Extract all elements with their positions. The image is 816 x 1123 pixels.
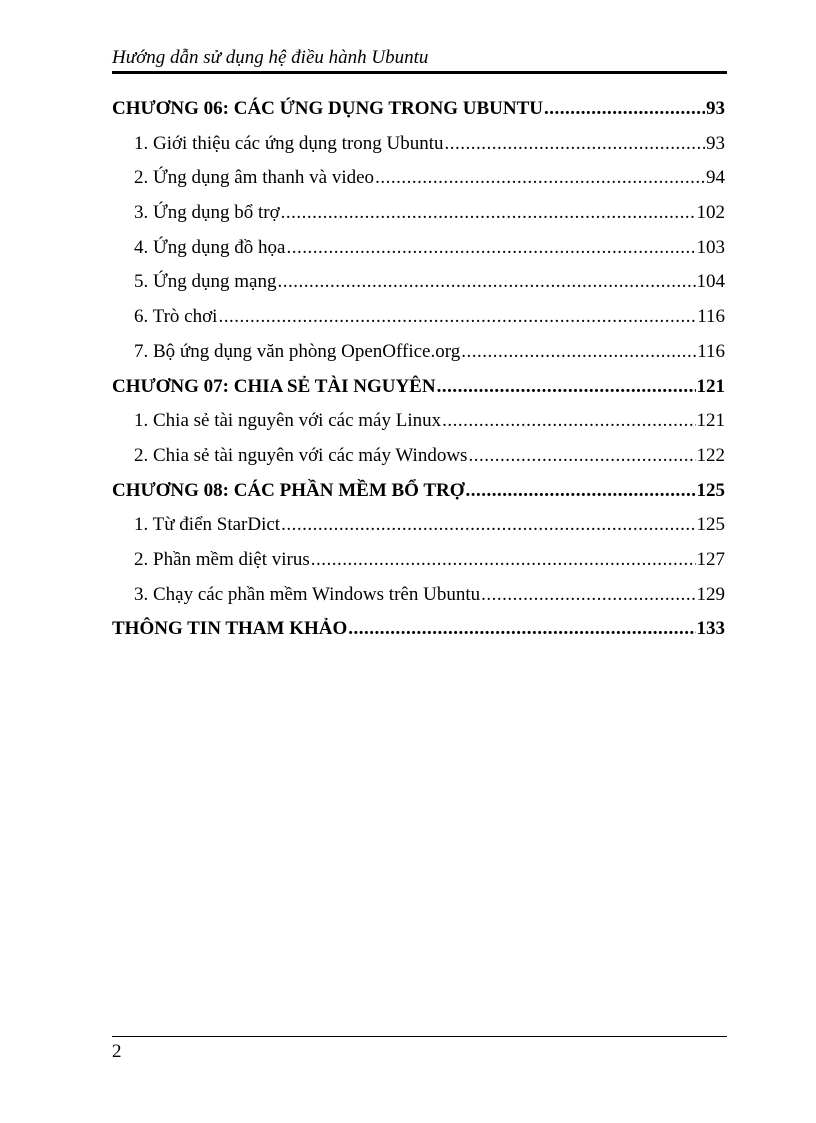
toc-dot-leader bbox=[286, 231, 695, 266]
toc-dot-leader bbox=[461, 335, 696, 370]
toc-entry-7-2[interactable] bbox=[112, 439, 725, 474]
toc-entry-label: 1. Chia sẻ tài nguyên với các máy Linux bbox=[134, 410, 442, 432]
toc-entry-6-1[interactable] bbox=[112, 127, 725, 162]
toc-entry-label: 6. Trò chơi bbox=[134, 306, 218, 328]
toc-entry-label: 4. Ứng dụng đồ họa bbox=[134, 236, 286, 258]
toc-entry-label: CHƯƠNG 08: CÁC PHẦN MỀM BỔ TRỢ bbox=[112, 479, 465, 501]
toc-dot-leader bbox=[481, 578, 695, 613]
toc-entry-page: 125 bbox=[696, 479, 725, 501]
toc-entry-8-2[interactable] bbox=[112, 543, 725, 578]
toc-entry-page: 93 bbox=[706, 98, 725, 119]
toc-entry-label: 2. Chia sẻ tài nguyên với các máy Windows bbox=[134, 444, 468, 466]
toc-entry-6-5[interactable] bbox=[112, 265, 725, 300]
toc-entry-page: 129 bbox=[696, 583, 725, 605]
toc-entry-page: 121 bbox=[696, 375, 725, 397]
toc-dot-leader bbox=[375, 161, 705, 196]
toc-dot-leader bbox=[466, 474, 696, 509]
toc-dot-leader bbox=[218, 300, 696, 335]
toc-entry-page: 133 bbox=[696, 618, 725, 640]
toc-dot-leader bbox=[437, 370, 696, 405]
toc-entry-page: 125 bbox=[696, 514, 725, 536]
toc-entry-page: 94 bbox=[706, 167, 725, 189]
toc-entry-page: 121 bbox=[696, 410, 725, 432]
toc-entry-6-7[interactable] bbox=[112, 335, 725, 370]
toc-entry-page: 122 bbox=[696, 444, 725, 466]
toc-dot-leader bbox=[468, 439, 695, 474]
toc-entry-label: CHƯƠNG 07: CHIA SẺ TÀI NGUYÊN bbox=[112, 375, 436, 397]
toc-dot-leader bbox=[445, 127, 705, 162]
toc-entry-label: 3. Ứng dụng bổ trợ bbox=[134, 202, 280, 224]
toc-entry-page: 116 bbox=[697, 340, 725, 362]
toc-entry-8-3[interactable] bbox=[112, 578, 725, 613]
table-of-contents bbox=[112, 92, 725, 647]
toc-dot-leader bbox=[544, 92, 705, 127]
toc-entry-label: 5. Ứng dụng mạng bbox=[134, 271, 277, 293]
toc-entry-page: 127 bbox=[696, 548, 725, 570]
header-rule bbox=[112, 71, 727, 74]
toc-entry-label: 7. Bộ ứng dụng văn phòng OpenOffice.org bbox=[134, 340, 461, 362]
footer-rule bbox=[112, 1036, 727, 1037]
toc-entry-page: 103 bbox=[696, 236, 725, 258]
toc-entry-label: 1. Từ điển StarDict bbox=[134, 514, 281, 536]
toc-entry-label: THÔNG TIN THAM KHẢO bbox=[112, 618, 348, 640]
toc-dot-leader bbox=[277, 265, 695, 300]
toc-entry-8-1[interactable] bbox=[112, 508, 725, 543]
toc-dot-leader bbox=[348, 612, 695, 647]
toc-entry-page: 102 bbox=[696, 202, 725, 224]
toc-dot-leader bbox=[311, 543, 696, 578]
toc-entry-chapter-07[interactable] bbox=[112, 370, 725, 405]
toc-entry-6-6[interactable] bbox=[112, 300, 725, 335]
toc-entry-label: 1. Giới thiệu các ứng dụng trong Ubuntu bbox=[134, 132, 444, 154]
toc-entry-6-3[interactable] bbox=[112, 196, 725, 231]
toc-entry-page: 116 bbox=[697, 306, 725, 328]
page-number: 2 bbox=[112, 1041, 122, 1062]
toc-entry-chapter-06[interactable] bbox=[112, 92, 725, 127]
toc-dot-leader bbox=[281, 508, 695, 543]
toc-entry-references[interactable] bbox=[112, 612, 725, 647]
toc-entry-label: 2. Ứng dụng âm thanh và video bbox=[134, 167, 375, 189]
toc-entry-6-2[interactable] bbox=[112, 161, 725, 196]
toc-entry-chapter-08[interactable] bbox=[112, 474, 725, 509]
toc-entry-page: 104 bbox=[696, 271, 725, 293]
toc-entry-label: 3. Chạy các phần mềm Windows trên Ubuntu bbox=[134, 583, 481, 605]
toc-entry-label: 2. Phần mềm diệt virus bbox=[134, 548, 310, 570]
running-header-title: Hướng dẫn sử dụng hệ điều hành Ubuntu bbox=[112, 47, 429, 68]
toc-dot-leader bbox=[281, 196, 696, 231]
toc-entry-label: CHƯƠNG 06: CÁC ỨNG DỤNG TRONG UBUNTU bbox=[112, 98, 544, 119]
toc-entry-page: 93 bbox=[706, 132, 725, 154]
toc-entry-6-4[interactable] bbox=[112, 231, 725, 266]
toc-dot-leader bbox=[442, 404, 695, 439]
toc-entry-7-1[interactable] bbox=[112, 404, 725, 439]
